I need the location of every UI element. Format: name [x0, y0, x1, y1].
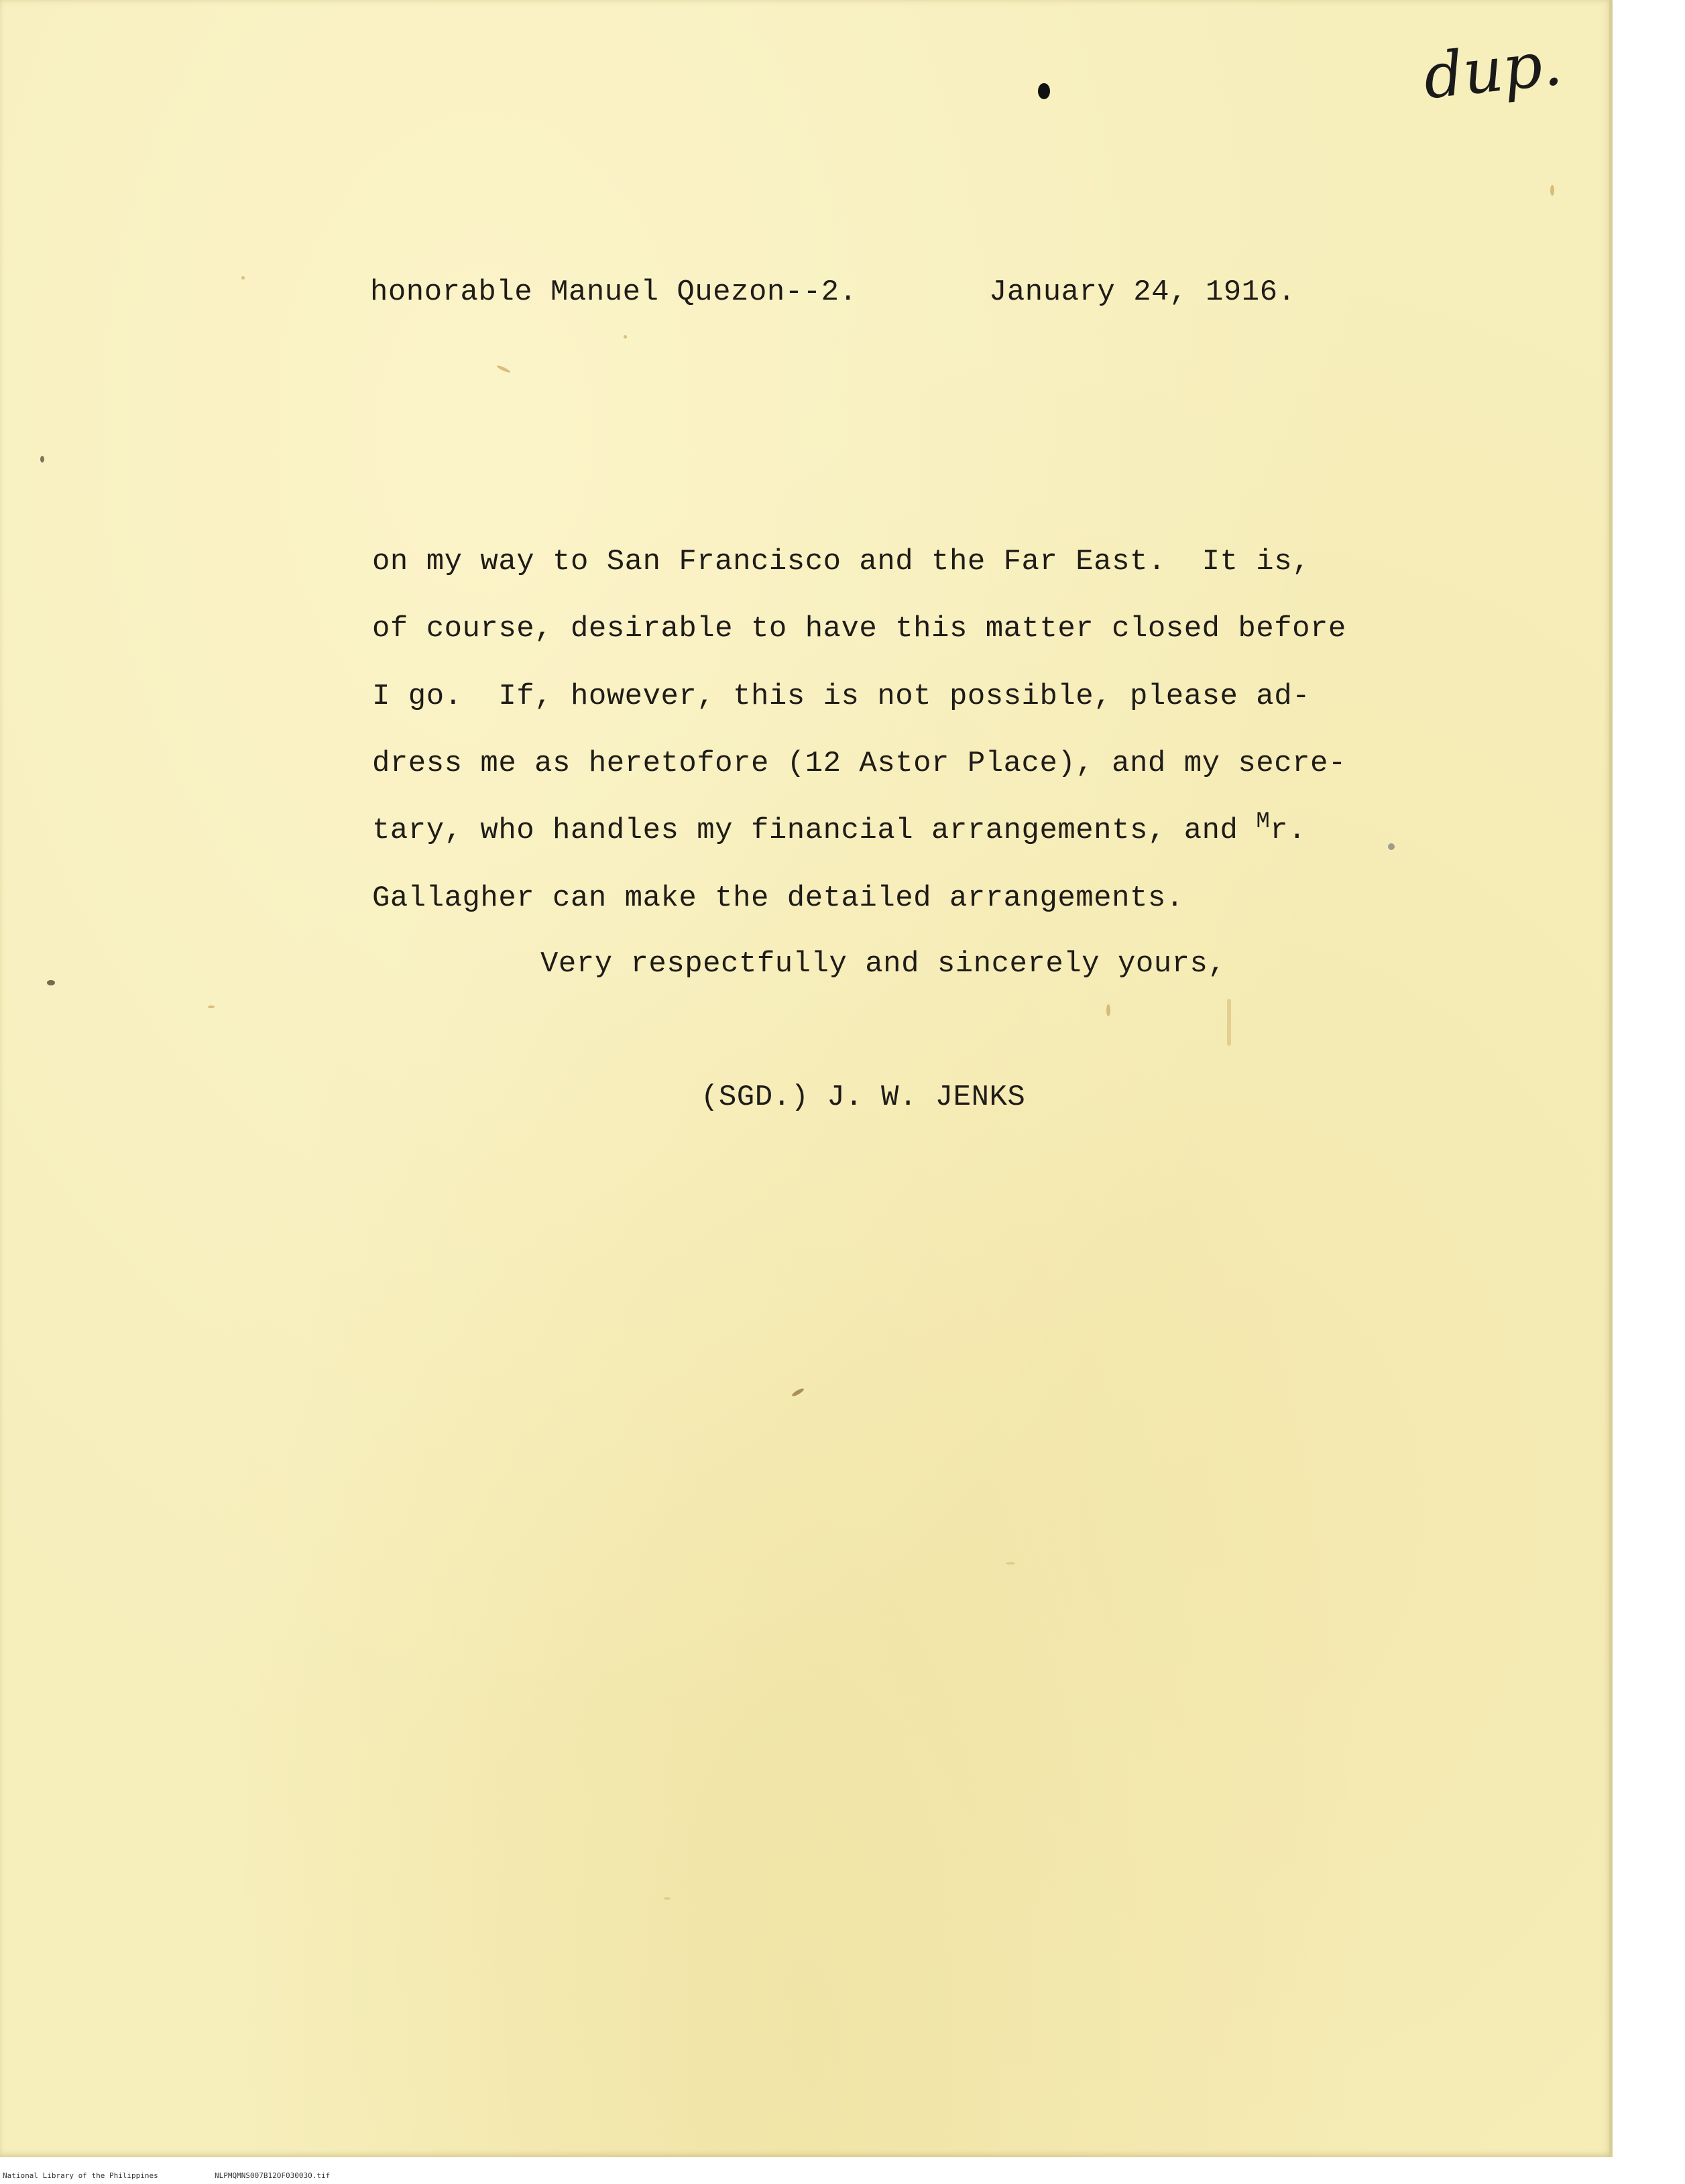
body-line: [372, 809, 1307, 847]
body-line: of course, desirable to have this matter closed before: [372, 612, 1346, 646]
paper-speck: [664, 1897, 671, 1900]
signature-line: (SGD.) J. W. JENKS: [701, 1081, 1026, 1114]
handwritten-annotation: dup.: [1420, 27, 1566, 113]
paper-speck: [40, 456, 44, 463]
paper-speck: [1006, 1562, 1015, 1565]
body-line-text: r.: [1270, 814, 1307, 847]
letter-date: January 24, 1916.: [989, 276, 1296, 309]
addressee-page-header: honorable Manuel Quezon--2.: [370, 276, 858, 309]
page-edge: [1609, 0, 1613, 2157]
body-line: Gallagher can make the detailed arrangements.: [372, 882, 1184, 915]
complimentary-close: Very respectfully and sincerely yours,: [540, 947, 1226, 981]
paper-speck: [624, 335, 627, 339]
paper-speck: [1550, 185, 1554, 196]
ink-dot: [1038, 83, 1050, 99]
paper-speck: [1388, 843, 1395, 850]
raised-letter: M: [1256, 809, 1271, 835]
paper-speck: [208, 1006, 215, 1008]
body-line: I go. If, however, this is not possible, please ad-: [372, 680, 1311, 713]
paper-speck: [1227, 999, 1231, 1046]
body-line: on my way to San Francisco and the Far East. It is,: [372, 545, 1311, 579]
body-line-text: tary, who handles my financial arrangements, and: [372, 814, 1257, 847]
paper-speck: [47, 980, 55, 985]
paper-speck: [1106, 1004, 1110, 1016]
library-credit: National Library of the Philippines: [3, 2171, 158, 2180]
body-line: dress me as heretofore (12 Astor Place), and my secre-: [372, 747, 1346, 780]
file-identifier: NLPMQMNS007B12OF030030.tif: [215, 2171, 331, 2180]
paper-speck: [241, 276, 245, 280]
